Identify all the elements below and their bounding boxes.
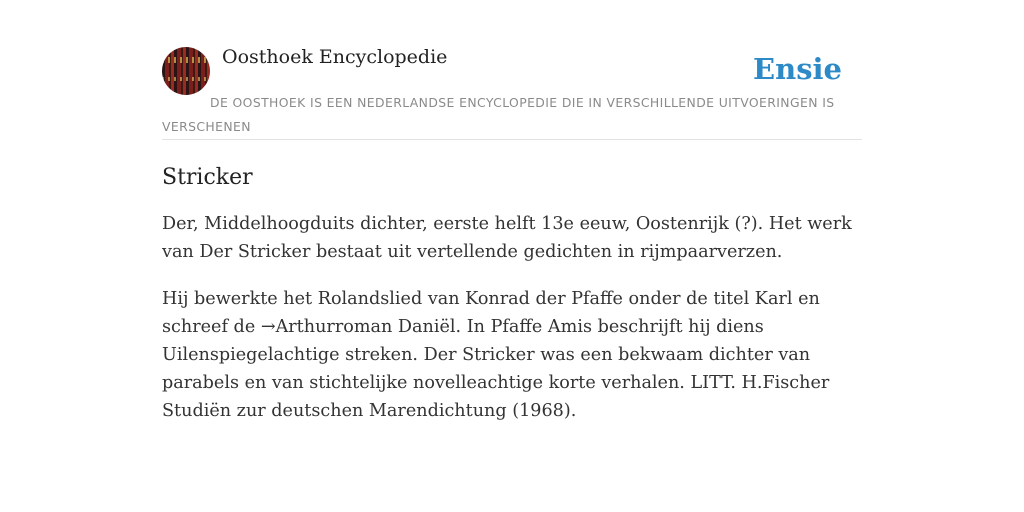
article-paragraph-2	[162, 285, 862, 425]
article-paragraph-1: Der, Middelhoogduits dichter, eerste helft 13e eeuw, Oostenrijk (?). Het werk van Der Stricker bestaat uit vertellende gedichten in rijmpaarverzen.	[162, 214, 852, 262]
encyclopedia-books-avatar[interactable]	[162, 47, 210, 95]
paragraph-2-text-end: Daniël. In Pfaffe Amis beschrijft hij diens Uilenspiegelachtige streken. Der Stricker was een bekwaam dichter van parabels en van stichtelijke novelleachtige korte verhalen. LITT. H.Fischer Studiën zur deutschen Marendichtung (1968).	[162, 317, 830, 421]
article-title: Stricker	[162, 165, 253, 190]
paragraph-2-text-start: Hij bewerkte het Rolandslied van Konrad der Pfaffe onder de titel Karl en schreef de	[162, 289, 820, 337]
site-title-link[interactable]: Oosthoek Encyclopedie	[222, 46, 448, 68]
site-header	[162, 44, 862, 140]
arthurroman-crossref-link[interactable]: →Arthurroman	[260, 317, 393, 337]
ensie-logo-link[interactable]: Ensie	[753, 52, 842, 86]
article-content	[162, 162, 862, 444]
site-tagline: DE OOSTHOEK IS EEN NEDERLANDSE ENCYCLOPEDIE DIE IN VERSCHILLENDE UITVOERINGEN IS VERSCHENEN	[162, 95, 835, 134]
